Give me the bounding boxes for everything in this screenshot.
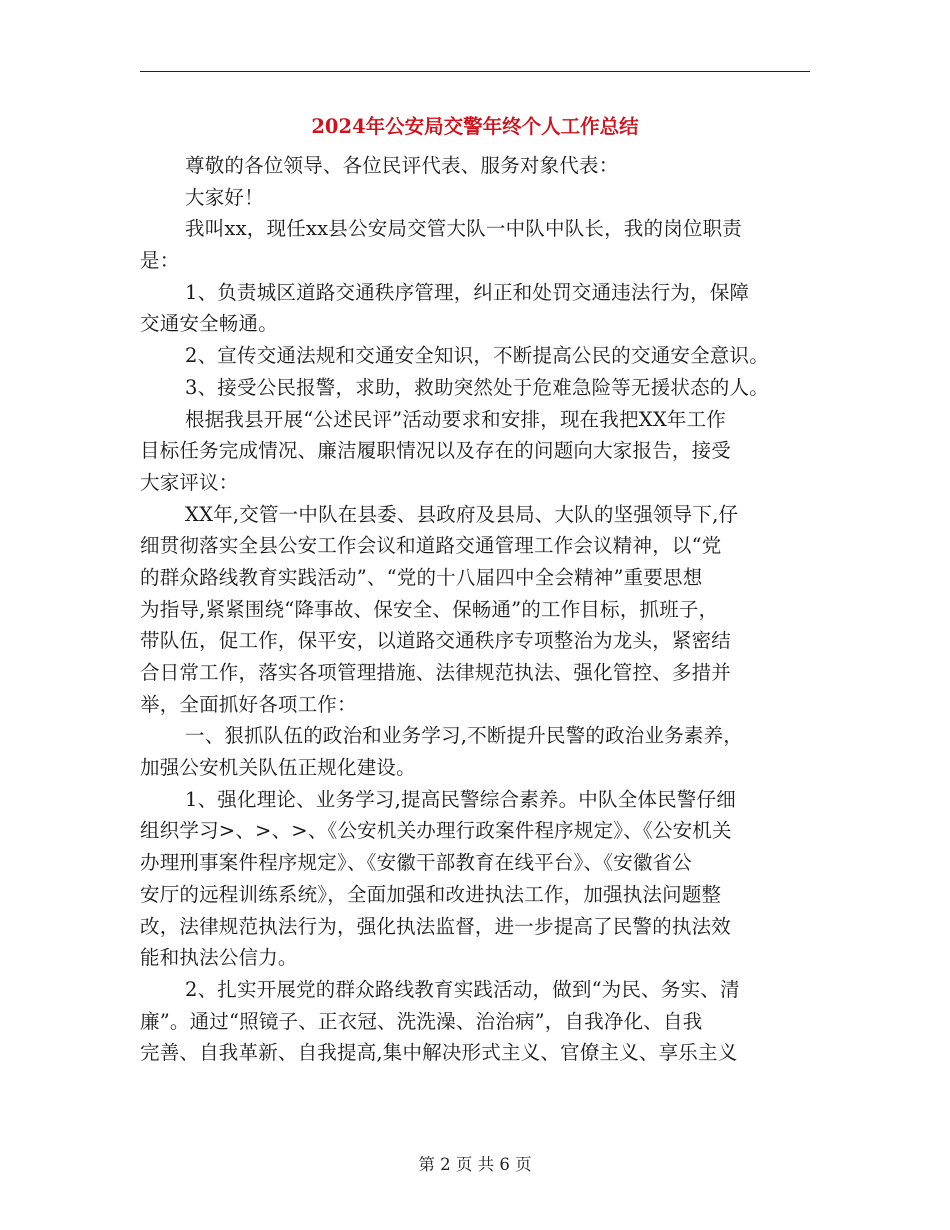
body-line: 1、负责城区道路交通秩序管理，纠正和处罚交通违法行为，保障 bbox=[185, 280, 750, 304]
body-line: 3、接受公民报警，求助，救助突然处于危难急险等无援状态的人。 bbox=[185, 375, 769, 399]
body-line: 加强公安机关队伍正规化建设。 bbox=[140, 756, 416, 780]
body-line: 办理刑事案件程序规定》、《安徽干部教育在线平台》、《安徽省公 bbox=[140, 851, 693, 875]
body-line: 1、强化理论、业务学习,提高民警综合素养。中队全体民警仔细 bbox=[185, 787, 736, 811]
body-line: 大家评议： bbox=[140, 470, 239, 494]
body-line: 根据我县开展“公述民评”活动要求和安排，现在我把XX年工作 bbox=[185, 407, 727, 431]
document-body bbox=[140, 150, 810, 1069]
body-line: 一、狠抓队伍的政治和业务学习,不断提升民警的政治业务素养， bbox=[185, 724, 743, 748]
body-line: 组织学习>、>、>、《公安机关办理行政案件程序规定》、《公安机关 bbox=[140, 819, 732, 843]
body-line: 交通安全畅通。 bbox=[140, 312, 278, 336]
body-line: 带队伍，促工作，保平安，以道路交通秩序专项整治为龙头，紧密结 bbox=[140, 629, 732, 653]
document-title: 2024年公安局交警年终个人工作总结 bbox=[311, 115, 639, 138]
body-line: 的群众路线教育实践活动”、“党的十八届四中全会精神”重要思想 bbox=[140, 565, 703, 589]
body-line: 安厅的远程训练系统》，全面加强和改进执法工作，加强执法问题整 bbox=[140, 882, 722, 906]
body-line: 是： bbox=[140, 249, 180, 273]
body-line: 我叫xx，现任xx县公安局交管大队一中队中队长，我的岗位职责 bbox=[185, 217, 742, 241]
body-line: 尊敬的各位领导、各位民评代表、服务对象代表： bbox=[185, 154, 619, 177]
body-line: 举，全面抓好各项工作： bbox=[140, 692, 357, 716]
body-line: 能和执法公信力。 bbox=[140, 946, 298, 970]
body-line: 2、宣传交通法规和交通安全知识，不断提高公民的交通安全意识。 bbox=[185, 344, 769, 368]
body-line: 2、扎实开展党的群众路线教育实践活动，做到“为民、务实、清 bbox=[185, 977, 740, 1001]
page-number-footer: 第 2 页 共 6 页 bbox=[418, 1155, 532, 1174]
body-line: 改，法律规范执法行为，强化执法监督，进一步提高了民警的执法效 bbox=[140, 914, 732, 938]
body-line: 廉”。通过“照镜子、正衣冠、洗洗澡、治治病”，自我净化、自我 bbox=[140, 1009, 703, 1033]
body-line: 为指导,紧紧围绕“降事故、保安全、保畅通”的工作目标，抓班子， bbox=[140, 597, 719, 621]
body-line: 细贯彻落实全县公安工作会议和道路交通管理工作会议精神，以“党 bbox=[140, 534, 722, 558]
body-line: XX年,交管一中队在县委、县政府及县局、大队的坚强领导下,仔 bbox=[185, 502, 739, 526]
header-rule bbox=[140, 71, 810, 72]
body-line: 合日常工作，落实各项管理措施、法律规范执法、强化管控、多措并 bbox=[140, 661, 732, 684]
body-line: 完善、自我革新、自我提高,集中解决形式主义、官僚主义、享乐主义 bbox=[140, 1041, 738, 1065]
body-line: 大家好！ bbox=[185, 185, 264, 209]
body-line: 目标任务完成情况、廉洁履职情况以及存在的问题向大家报告，接受 bbox=[140, 439, 732, 463]
